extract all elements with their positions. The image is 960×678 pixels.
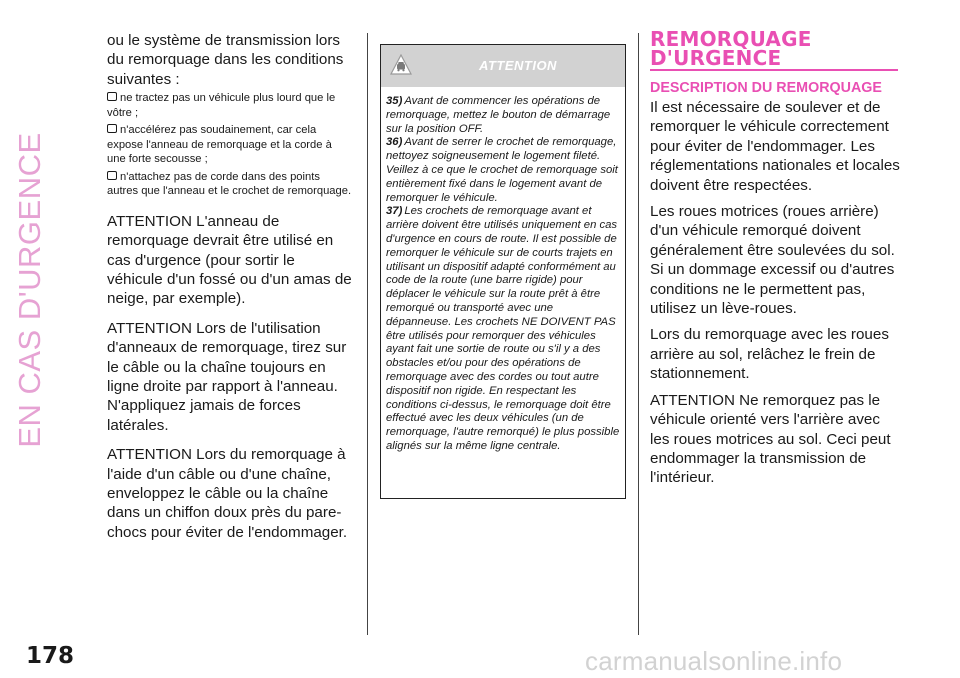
warning-note-36: 36) Avant de serrer le crochet de remorquage, nettoyez soigneusement le logement fileté. Veillez à ce que le crochet de remorquage soit entièrement fixé dans le logement avant de remorquer le véhicule. <box>386 136 618 204</box>
chapter-side-title: EN CAS D'URGENCE <box>12 132 47 448</box>
list-item: ne tractez pas un véhicule plus lourd que le vôtre ; <box>107 92 336 119</box>
section-title: REMORQUAGE D'URGENCE <box>650 27 812 70</box>
column-divider-2 <box>638 33 639 635</box>
attention-paragraph-2: ATTENTION Lors de l'utilisation d'anneaux de remorquage, tirez sur le câble ou la chaîne toujours en ligne droite par rapport à l'anneau. N'appliquez jamais de forces latérales. <box>107 319 347 434</box>
subsection-title: DESCRIPTION DU REMORQUAGE <box>650 80 882 96</box>
checkbox-bullet-icon <box>107 171 117 180</box>
checkbox-bullet-icon <box>107 92 117 101</box>
checkbox-bullet-icon <box>107 124 117 133</box>
car-warning-icon <box>390 54 412 76</box>
warning-box <box>380 44 626 499</box>
warning-title: ATTENTION <box>479 58 557 73</box>
intro-paragraph: ou le système de transmission lors du remorquage dans les conditions suivantes : <box>107 32 344 88</box>
column-divider-1 <box>367 33 368 635</box>
precaution-list <box>107 91 353 199</box>
attention-paragraph-3: ATTENTION Lors du remorquage à l'aide d'un câble ou d'une chaîne, enveloppez le câble ou la chaîne dans un chiffon doux près du pare-chocs pour éviter de l'endommager. <box>107 446 348 541</box>
column-right <box>650 27 900 488</box>
warning-note-35: 35) Avant de commencer les opérations de remorquage, mettez le bouton de démarrage sur la position OFF. <box>386 95 611 135</box>
list-item: n'attachez pas de corde dans des points autres que l'anneau et le crochet de remorquage. <box>107 170 352 198</box>
list-item: n'accélérez pas soudainement, car cela expose l'anneau de remorquage et la corde à une forte secousse ; <box>107 124 332 166</box>
body-paragraph-2: Les roues motrices (roues arrière) d'un véhicule remorqué doivent généralement être soulevées du sol. Si un dommage excessif ou d'autres conditions ne le permettent pas, utilisez un lève-roues. <box>650 203 895 318</box>
warning-body <box>381 87 625 454</box>
page-number: 178 <box>26 643 75 669</box>
warning-note-37: 37) Les crochets de remorquage avant et arrière doivent être utilisés uniquement en cas d'urgence en cours de route. Il est possible de remorquer le véhicule sur de courts trajets en utilisant un dispositif adapté conformément au code de la route (une barre rigide) pour déplacer le véhicule sur la route prêt à être remorqué ou transporté avec une dépanneuse. Les crochets NE DOIVENT PAS être utilisés pour remorquer des véhicules ayant fait une sortie de route ou s'il y a des obstacles et/ou pour des opérations de remorquage avec des cordes ou tout autre dispositif non rigide. En respectant les conditions ci-dessus, le remorquage doit être effectué avec les deux véhicules (un de remorquage, l'autre remorqué) le plus possible alignés sur la même ligne centrale. <box>386 205 620 452</box>
body-paragraph-3: Lors du remorquage avec les roues arrière au sol, relâchez le frein de stationnement. <box>650 326 889 383</box>
site-watermark: carmanualsonline.info <box>585 646 843 676</box>
column-left <box>107 31 353 542</box>
attention-paragraph-1: ATTENTION L'anneau de remorquage devrait être utilisé en cas d'urgence (pour sortir le véhicule d'un fossé ou d'un amas de neige, par exemple). <box>107 212 352 308</box>
body-paragraph-4: ATTENTION Ne remorquez pas le véhicule orienté vers l'arrière avec les roues motrices au sol. Ceci peut endommager la transmission de l'intérieur. <box>650 391 891 487</box>
warning-header <box>381 45 625 87</box>
body-paragraph-1: Il est nécessaire de soulever et de remorquer le véhicule correctement pour éviter de l'endommager. Les réglementations nationales et locales doivent être respectées. <box>650 99 900 194</box>
